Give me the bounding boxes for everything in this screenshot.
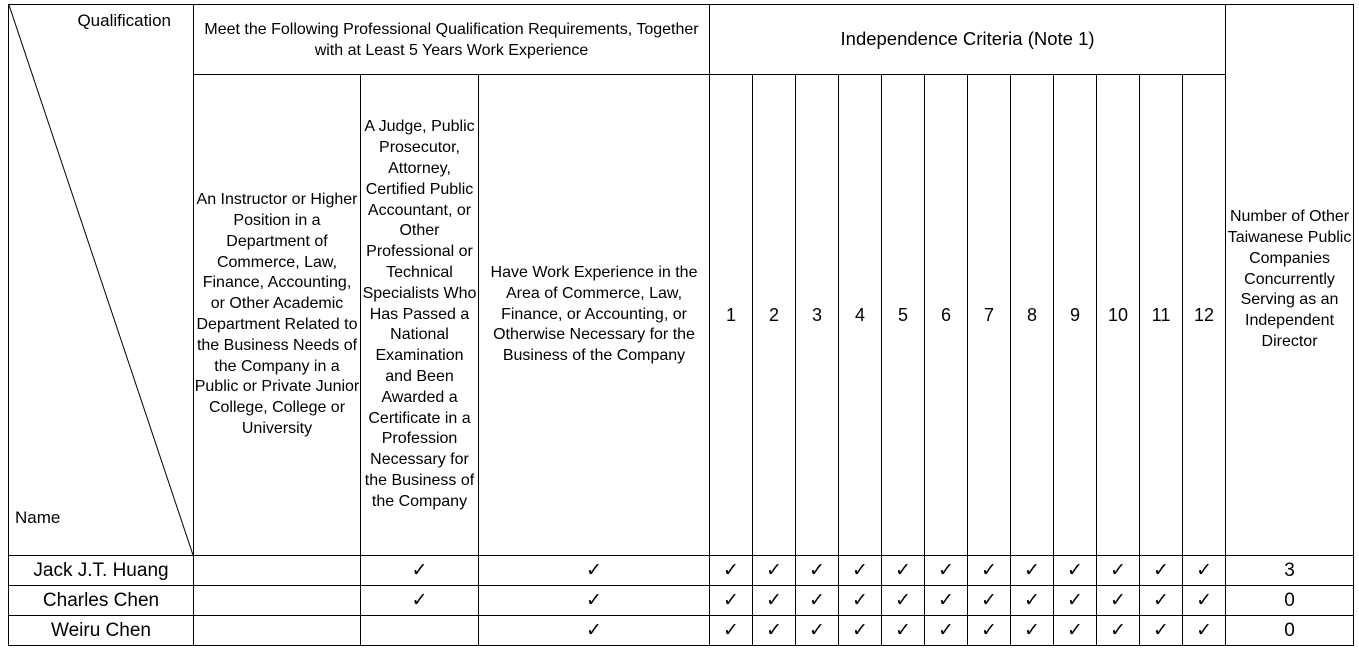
professional-requirements-header: Meet the Following Professional Qualification Requirements, Together with at Least 5 Years Work Experience — [194, 5, 710, 75]
instructor-check — [194, 556, 361, 586]
criteria-check: ✓ — [968, 586, 1011, 616]
criteria-number: 4 — [839, 75, 882, 556]
criteria-check: ✓ — [882, 556, 925, 586]
criteria-check: ✓ — [753, 616, 796, 646]
independence-criteria-header: Independence Criteria (Note 1) — [710, 5, 1226, 75]
criteria-check: ✓ — [1183, 586, 1226, 616]
director-name: Jack J.T. Huang — [9, 556, 194, 586]
criteria-check: ✓ — [1054, 586, 1097, 616]
criteria-check: ✓ — [1140, 556, 1183, 586]
criteria-number: 10 — [1097, 75, 1140, 556]
table-row — [9, 586, 1354, 616]
experience-check: ✓ — [479, 586, 710, 616]
criteria-check: ✓ — [1140, 586, 1183, 616]
criteria-check: ✓ — [1183, 616, 1226, 646]
criteria-check: ✓ — [710, 586, 753, 616]
criteria-check: ✓ — [710, 556, 753, 586]
criteria-check: ✓ — [1140, 616, 1183, 646]
criteria-check: ✓ — [1011, 586, 1054, 616]
criteria-check: ✓ — [1011, 556, 1054, 586]
experience-column-header: Have Work Experience in the Area of Commerce, Law, Finance, or Accounting, or Otherwise Necessary for the Business of the Company — [479, 75, 710, 556]
criteria-check: ✓ — [1054, 556, 1097, 586]
independent-director-qualification-table — [8, 4, 1354, 646]
criteria-check: ✓ — [1011, 616, 1054, 646]
other-companies-count: 3 — [1226, 556, 1354, 586]
other-companies-count: 0 — [1226, 616, 1354, 646]
criteria-check: ✓ — [968, 616, 1011, 646]
criteria-check: ✓ — [839, 556, 882, 586]
corner-header-cell — [9, 5, 194, 556]
table-row — [9, 616, 1354, 646]
criteria-check: ✓ — [925, 616, 968, 646]
other-companies-count: 0 — [1226, 586, 1354, 616]
criteria-check: ✓ — [1097, 586, 1140, 616]
criteria-check: ✓ — [839, 586, 882, 616]
instructor-check — [194, 586, 361, 616]
judge-check: ✓ — [361, 586, 479, 616]
criteria-check: ✓ — [839, 616, 882, 646]
director-name: Charles Chen — [9, 586, 194, 616]
criteria-check: ✓ — [1097, 556, 1140, 586]
criteria-check: ✓ — [796, 616, 839, 646]
other-companies-header: Number of Other Taiwanese Public Companies Concurrently Serving as an Independent Director — [1226, 5, 1354, 556]
criteria-check: ✓ — [1054, 616, 1097, 646]
criteria-number: 7 — [968, 75, 1011, 556]
criteria-check: ✓ — [796, 586, 839, 616]
criteria-number: 5 — [882, 75, 925, 556]
director-name: Weiru Chen — [9, 616, 194, 646]
name-label: Name — [15, 508, 61, 528]
criteria-number: 6 — [925, 75, 968, 556]
table-row — [9, 556, 1354, 586]
criteria-number: 9 — [1054, 75, 1097, 556]
qualification-label: Qualification — [77, 11, 171, 30]
criteria-number: 11 — [1140, 75, 1183, 556]
experience-check: ✓ — [479, 616, 710, 646]
instructor-column-header: An Instructor or Higher Position in a Department of Commerce, Law, Finance, Accounting, or Other Academic Department Related to the Business Needs of the Company in a Public or Private Junior College, College or University — [194, 75, 361, 556]
criteria-check: ✓ — [882, 616, 925, 646]
criteria-check: ✓ — [882, 586, 925, 616]
criteria-number: 2 — [753, 75, 796, 556]
criteria-number: 8 — [1011, 75, 1054, 556]
criteria-check: ✓ — [925, 586, 968, 616]
criteria-check: ✓ — [925, 556, 968, 586]
criteria-check: ✓ — [1183, 556, 1226, 586]
criteria-number: 3 — [796, 75, 839, 556]
diagonal-divider — [9, 5, 193, 555]
instructor-check — [194, 616, 361, 646]
experience-check: ✓ — [479, 556, 710, 586]
criteria-check: ✓ — [796, 556, 839, 586]
criteria-check: ✓ — [968, 556, 1011, 586]
criteria-check: ✓ — [1097, 616, 1140, 646]
judge-column-header: A Judge, Public Prosecutor, Attorney, Certified Public Accountant, or Other Professional or Technical Specialists Who Has Passed a National Examination and Been Awarded a Certificate in a Profession Necessary for the Business of the Company — [361, 75, 479, 556]
criteria-number: 12 — [1183, 75, 1226, 556]
criteria-number: 1 — [710, 75, 753, 556]
judge-check — [361, 616, 479, 646]
criteria-check: ✓ — [710, 616, 753, 646]
criteria-check: ✓ — [753, 586, 796, 616]
criteria-check: ✓ — [753, 556, 796, 586]
judge-check: ✓ — [361, 556, 479, 586]
